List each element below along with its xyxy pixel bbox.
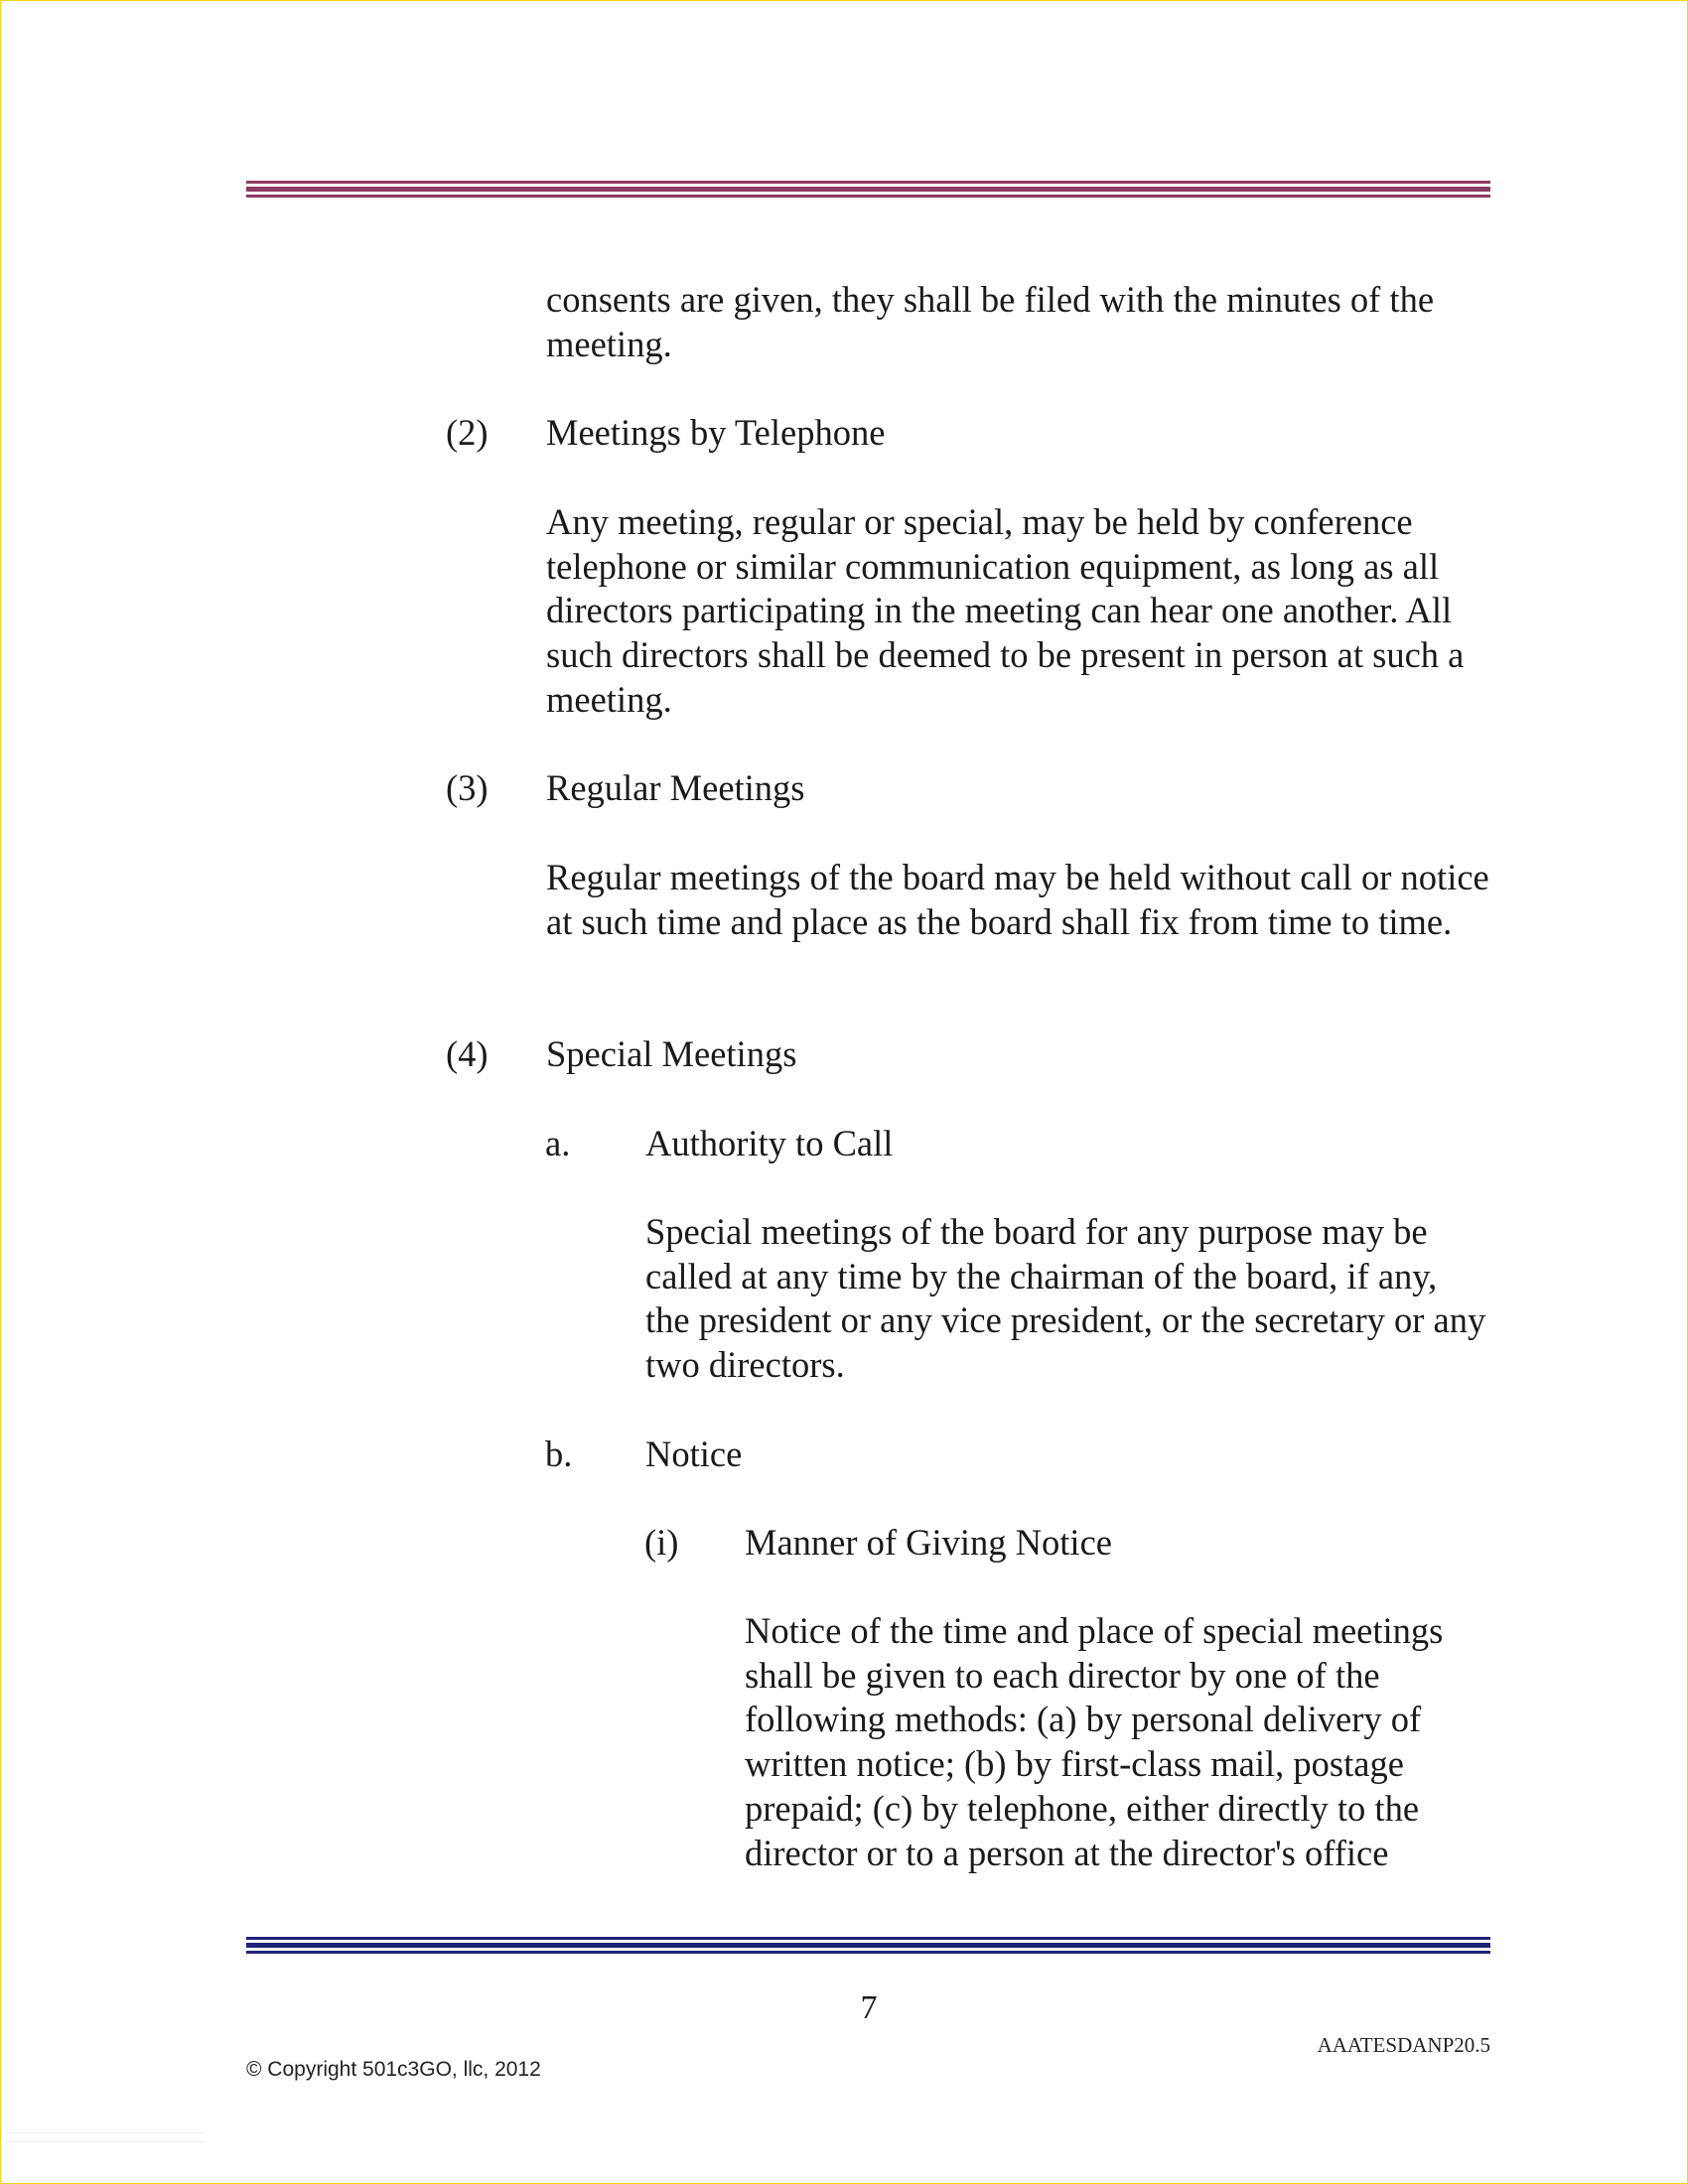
- paragraph-manner: Notice of the time and place of special meetings shall be given to each director by one of the following methods: (a) by personal delivery of written notice; (b) by first-class mail, postage prepaid; (c) by telephone, either directly to the director or to a person at the director's office: [745, 1610, 1444, 1873]
- item-marker: (3): [446, 767, 489, 808]
- document-code: AAATESDANP20.5: [1317, 2033, 1490, 2057]
- subitem-marker: b.: [545, 1433, 573, 1474]
- header-rule: [246, 181, 1490, 198]
- continuation-paragraph: consents are given, they shall be filed with the minutes of the meeting.: [546, 279, 1435, 364]
- footer-rule: [246, 1937, 1490, 1954]
- item-marker: (2): [446, 412, 489, 453]
- subsubitem-marker: (i): [644, 1522, 679, 1563]
- copyright-notice: © Copyright 501c3GO, llc, 2012: [246, 2058, 541, 2081]
- subitem-marker: a.: [545, 1123, 571, 1163]
- page-number: 7: [860, 1989, 878, 2026]
- faint-watermark: [6, 2132, 205, 2142]
- subsection-heading-notice: Notice: [645, 1433, 743, 1474]
- section-heading-telephone: Meetings by Telephone: [546, 412, 886, 453]
- section-heading-special: Special Meetings: [546, 1033, 797, 1074]
- item-marker: (4): [446, 1033, 489, 1074]
- section-heading-regular: Regular Meetings: [546, 767, 805, 808]
- paragraph-telephone: Any meeting, regular or special, may be held by conference telephone or similar communication equipment, as long as all directors participating in the meeting can hear one another. All such directors shall be deemed to be present in person at such a meeting.: [546, 501, 1465, 720]
- paragraph-authority: Special meetings of the board for any purpose may be called at any time by the chairman of the board, if any, the president or any vice president, or the secretary or any two directors.: [645, 1211, 1486, 1386]
- subsubsection-heading-manner: Manner of Giving Notice: [745, 1522, 1112, 1563]
- subsection-heading-authority: Authority to Call: [645, 1123, 894, 1163]
- paragraph-regular: Regular meetings of the board may be held without call or notice at such time and place as the board shall fix from time to time.: [546, 857, 1489, 942]
